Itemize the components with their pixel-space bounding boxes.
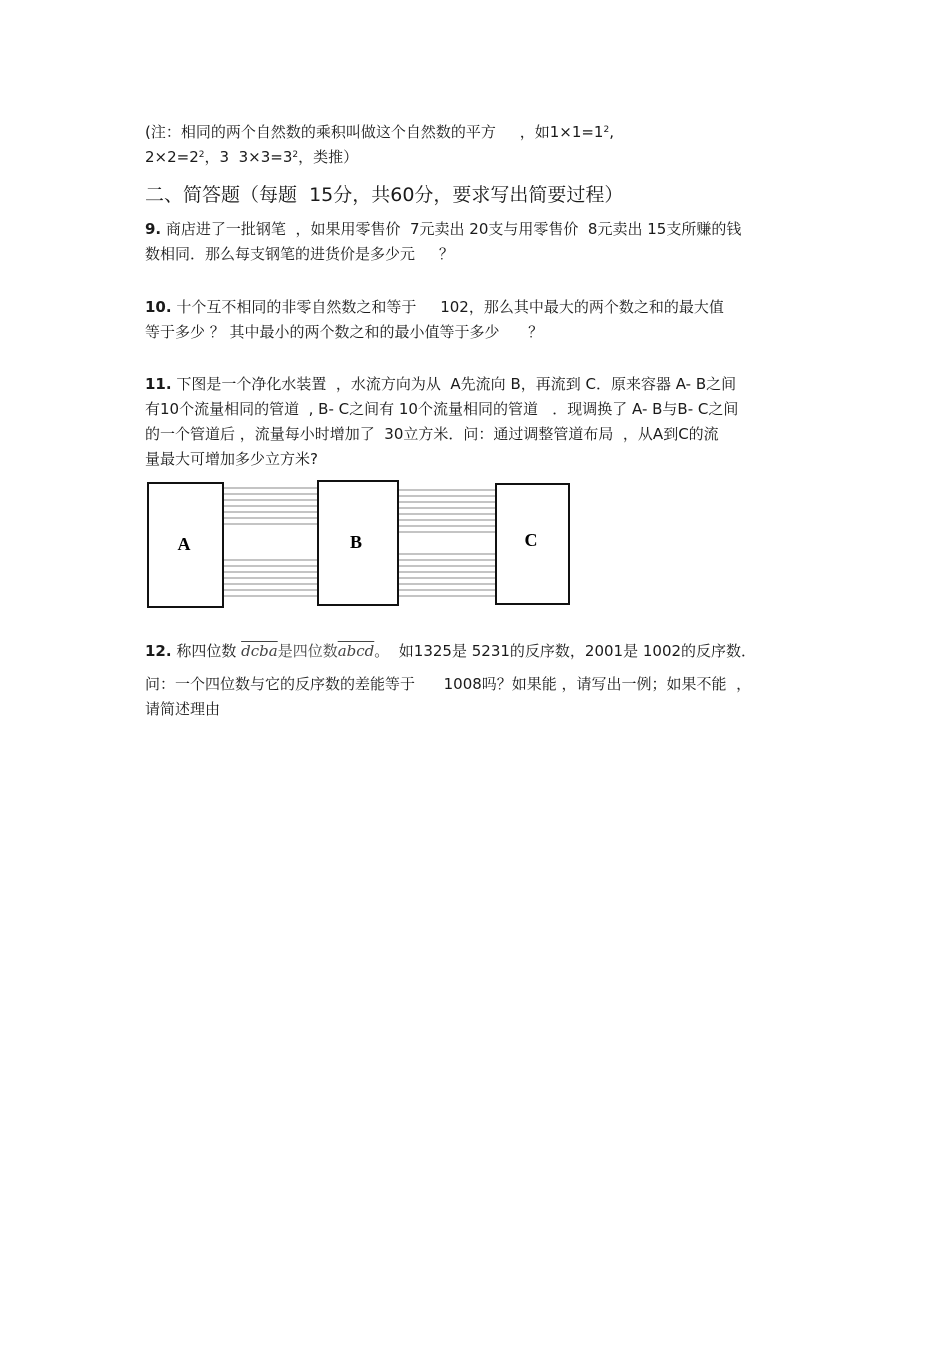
superscript: 2 — [292, 150, 299, 160]
question-number: 10. — [145, 298, 172, 316]
note-text: (注：相同的两个自然数的乘积叫做这个自然数的平方 — [145, 123, 496, 141]
pipes-a-to-b — [223, 488, 318, 596]
note-example: ，3 3×3=3 — [204, 148, 293, 166]
superscript: 2 — [603, 125, 610, 135]
question-text: 。 如1325是 5231的反序数，2001是 1002的反序数． — [374, 642, 757, 660]
label-a: A — [177, 534, 191, 554]
water-purifier-diagram — [140, 478, 580, 613]
q10-line-2: 等于多少 ？ 其中最小的两个数之和的最小值等于多少 ？ — [145, 323, 544, 341]
question-text: 十个互不相同的非零自然数之和等于 102，那么其中最大的两个数之和的最大值 — [171, 298, 724, 316]
overlined-number-abcd: abcd — [337, 642, 375, 660]
section-title: 二、简答题（每题 15分，共60分，要求写出简要过程） — [145, 184, 624, 206]
q12-line-3: 请简述理由 — [145, 700, 221, 718]
question-text: 商店进了一批钢笔 ，如果用零售价 7元卖出 20支与用零售价 8元卖出 15支所赚的钱 — [161, 220, 742, 238]
note-text: ，类推） — [298, 148, 359, 166]
pipes-b-to-c — [398, 490, 496, 596]
question-number: 9. — [145, 220, 162, 238]
question-number: 11. — [145, 375, 172, 393]
q12-line-2: 问：一个四位数与它的反序数的差能等于 1008吗？如果能 ，请写出一例；如果不能 ， — [145, 675, 752, 693]
overlined-number-dcba: dcba — [241, 642, 278, 660]
note-example: 2×2=2 — [145, 148, 199, 166]
superscript: 2 — [198, 150, 205, 160]
q10-line-1 — [145, 297, 724, 317]
q11-line-2: 有10个流量相同的管道 , B- C之间有 10个流量相同的管道 ．现调换了 A- B与B- C之间 — [145, 400, 739, 418]
q11-line-1 — [145, 374, 736, 394]
q11-line-3: 的一个管道后 ，流量每小时增加了 30立方米．问：通过调整管道布局 ，从A到C的流 — [145, 425, 719, 443]
q11-line-4: 量最大可增加多少立方米? — [145, 450, 318, 468]
question-text: 下图是一个净化水装置 ，水流方向为从 A先流向 B，再流到 C．原来容器 A- B之间 — [171, 375, 737, 393]
label-b: B — [349, 532, 363, 552]
note-example: ，如1×1=1 — [519, 123, 604, 141]
q12-line-1 — [145, 641, 756, 661]
note-line-1: (注：相同的两个自然数的乘积叫做这个自然数的平方 ，如$1\times 1=1^2$, — [145, 123, 614, 141]
q9-line-1 — [145, 219, 741, 239]
label-c: C — [524, 530, 538, 550]
q9-line-2: 数相同．那么每支钢笔的进货价是多少元 ？ — [145, 245, 454, 263]
question-number: 12. — [145, 642, 172, 660]
note-line-2 — [145, 145, 358, 167]
question-text: 是四位数 — [277, 642, 338, 660]
question-text: 称四位数 — [171, 642, 242, 660]
